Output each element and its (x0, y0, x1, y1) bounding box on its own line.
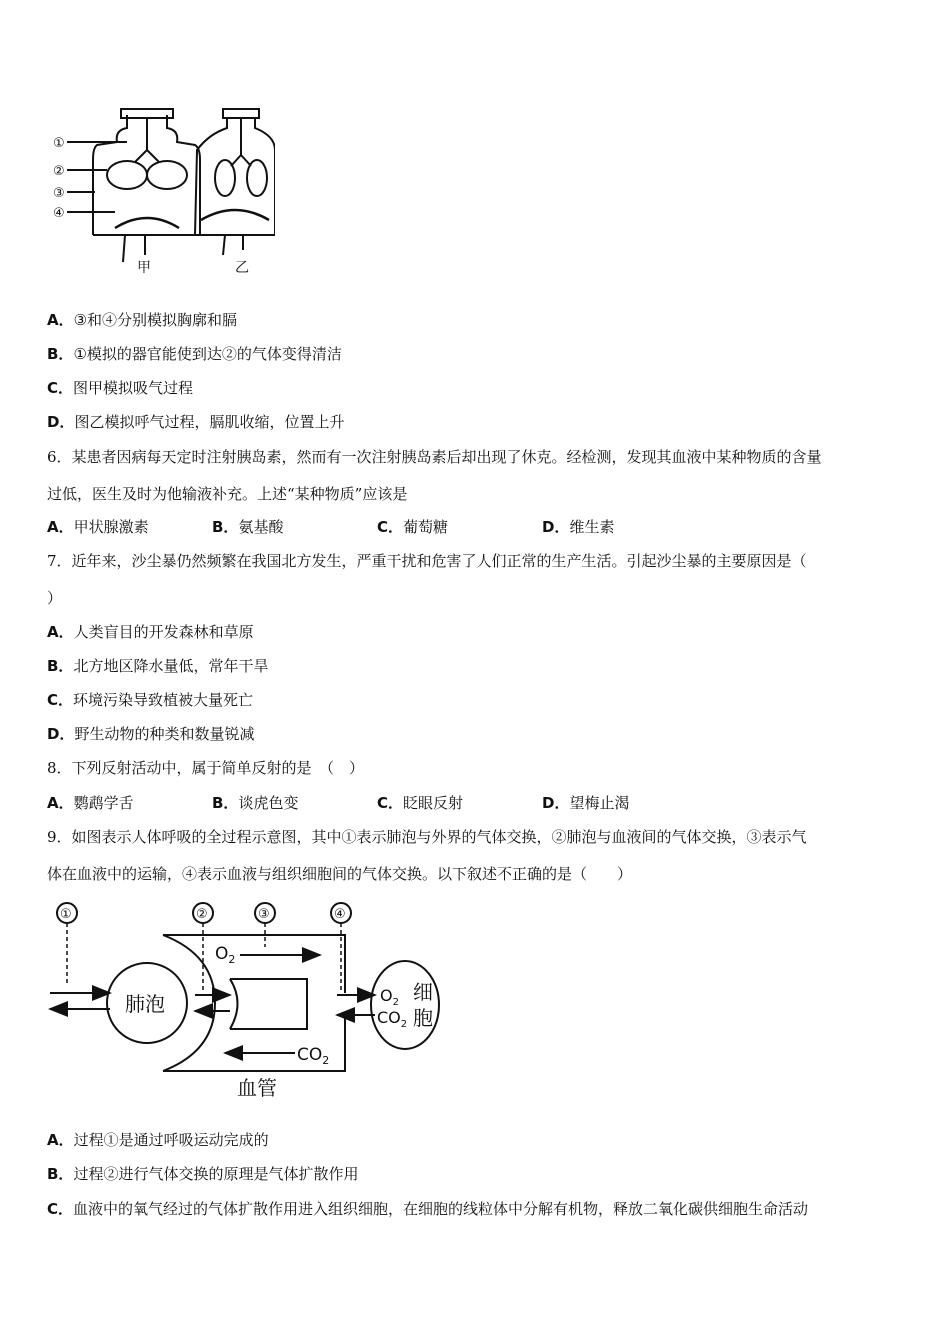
co2-label-cell: $CO_2$ (377, 1008, 408, 1030)
marker-2: ② (53, 164, 65, 179)
q8-stem: 8．下列反射活动中，属于简单反射的是 （ ） (47, 759, 365, 777)
q7-stem-line2: ） (47, 589, 63, 607)
q6-option-c: C．葡萄糖 (377, 518, 449, 536)
q6-stem-line2: 过低，医生及时为他输液补充。上述“某种物质”应该是 (47, 485, 408, 503)
q5-option-a: A．③和④分别模拟胸廓和膈 (47, 311, 238, 329)
q6-option-a: A．甲状腺激素 (47, 518, 149, 536)
co2-label-bottom: $CO_2$ (297, 1045, 330, 1067)
q7-option-d: D．野生动物的种类和数量锐减 (47, 725, 255, 743)
q7-stem-line1: 7．近年来，沙尘暴仍然频繁在我国北方发生，严重干扰和危害了人们正常的生产生活。引起沙尘暴的主要原因是（ (47, 552, 807, 570)
q9-stem-line2: 体在血液中的运输，④表示血液与组织细胞间的气体交换。以下叙述不正确的是（ ） (47, 865, 633, 883)
q7-option-b: B．北方地区降水量低，常年干旱 (47, 657, 269, 675)
q6-stem-line1: 6．某患者因病每天定时注射胰岛素，然而有一次注射胰岛素后却出现了休克。经检测，发现其血液中某种物质的含量 (47, 448, 822, 466)
cell-label-top: 细 (413, 980, 433, 1004)
q5-option-c: C．图甲模拟吸气过程 (47, 379, 194, 397)
q9-option-a: A．过程①是通过呼吸运动完成的 (47, 1131, 269, 1149)
label-yi: 乙 (235, 260, 249, 275)
marker-3: ③ (53, 186, 65, 201)
cell-label-bottom: 胞 (413, 1006, 433, 1030)
diagram-marker-3: ③ (258, 907, 270, 922)
q9-option-c: C．血液中的氧气经过的气体扩散作用进入组织细胞，在细胞的线粒体中分解有机物，释放二氧化碳供细胞生命活动 (47, 1200, 809, 1218)
marker-4: ④ (53, 206, 65, 221)
label-jia: 甲 (137, 260, 151, 275)
q5-option-d: D．图乙模拟呼气过程，膈肌收缩，位置上升 (47, 413, 345, 431)
q8-option-c: C．眨眼反射 (377, 794, 464, 812)
o2-label-cell: $O_2$ (380, 986, 399, 1008)
diagram-marker-2: ② (196, 907, 208, 922)
diagram-marker-4: ④ (334, 907, 346, 922)
alveolus-label: 肺泡 (125, 992, 165, 1016)
q9-option-b: B．过程②进行气体交换的原理是气体扩散作用 (47, 1165, 359, 1183)
o2-label-top: $O_2$ (215, 944, 236, 966)
q8-option-b: B．谈虎色变 (212, 794, 299, 812)
vessel-label: 血管 (237, 1076, 277, 1100)
diagram-marker-1: ① (60, 907, 72, 922)
respiration-diagram (45, 895, 445, 1105)
bell-jar-figure (45, 100, 275, 275)
q8-option-a: A．鹦鹉学舌 (47, 794, 134, 812)
marker-1: ① (53, 136, 65, 151)
q6-option-d: D．维生素 (542, 518, 615, 536)
q6-option-b: B．氨基酸 (212, 518, 284, 536)
q7-option-c: C．环境污染导致植被大量死亡 (47, 691, 254, 709)
q9-stem-line1: 9．如图表示人体呼吸的全过程示意图，其中①表示肺泡与外界的气体交换，②肺泡与血液间的气体交换，③表示气 (47, 828, 807, 846)
q8-option-d: D．望梅止渴 (542, 794, 630, 812)
q7-option-a: A．人类盲目的开发森林和草原 (47, 623, 254, 641)
q5-option-b: B．①模拟的器官能使到达②的气体变得清洁 (47, 345, 342, 363)
